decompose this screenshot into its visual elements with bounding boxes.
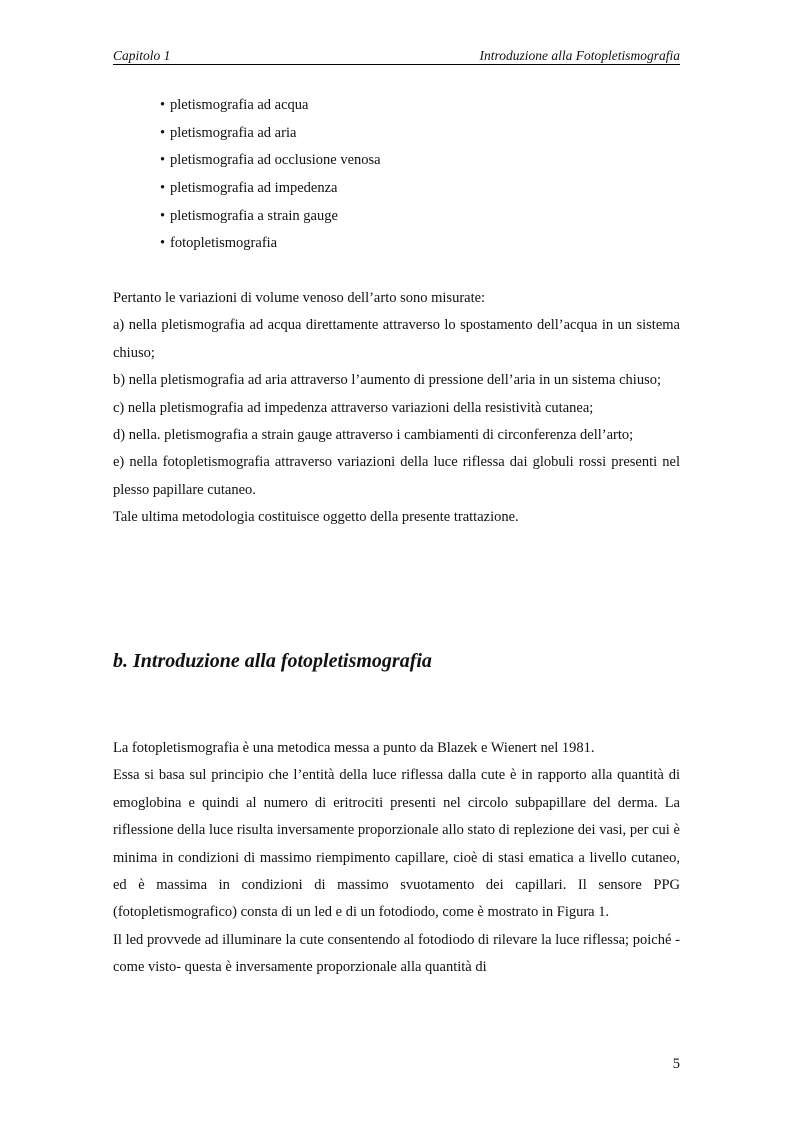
paragraph-item: d) nella. pletismografia a strain gauge attraverso i cambiamenti di circonferenza dell’arto; bbox=[113, 427, 634, 444]
header-chapter: Capitolo 1 bbox=[113, 48, 171, 63]
list-item: • pletismografia ad occlusione venosa bbox=[160, 149, 381, 177]
body-paragraph: Essa si basa sul principio che l’entità della luce riflessa dalla cute è in rapporto alla quantità di emoglobina e quindi al numero di eritrociti presenti nel circolo subpapillare del derma. La riflessione della luce risulta inversamente proporzionale allo stato di replezione dei vasi, per cui è minima in condizioni di massimo riempimento capillare, cioè di stasi ematica a livello cutaneo, ed è massima in condizioni di massimo svuotamento dei capillari. Il sensore PPG (fotopletismografico) consta di un led e di un fotodiodo, come è mostrato in Figura 1. bbox=[113, 767, 680, 921]
body-text bbox=[113, 735, 680, 982]
measurement-paragraph bbox=[113, 285, 680, 532]
page-number: 5 bbox=[672, 1056, 680, 1072]
running-header bbox=[113, 48, 680, 65]
bullet-icon: • bbox=[160, 124, 166, 141]
body-paragraph: La fotopletismografia è una metodica messa a punto da Blazek e Wienert nel 1981. bbox=[113, 740, 595, 756]
bullet-icon: • bbox=[160, 235, 166, 252]
list-item: • fotopletismografia bbox=[160, 232, 381, 260]
paragraph-item: e) nella fotopletismografia attraverso variazioni della luce riflessa dai globuli rossi presenti nel plesso papillare cutaneo. bbox=[113, 454, 680, 498]
list-item: • pletismografia a strain gauge bbox=[160, 205, 381, 233]
bullet-icon: • bbox=[160, 152, 166, 169]
paragraph-lead: Pertanto le variazioni di volume venoso dell’arto sono misurate: bbox=[113, 290, 486, 306]
bullet-icon: • bbox=[160, 207, 166, 224]
paragraph-item: a) nella pletismografia ad acqua direttamente attraverso lo spostamento dell’acqua in un sistema chiuso; bbox=[113, 317, 680, 361]
list-item: • pletismografia ad acqua bbox=[160, 94, 381, 122]
list-item: • pletismografia ad impedenza bbox=[160, 177, 381, 205]
paragraph-closing: Tale ultima metodologia costituisce oggetto della presente trattazione. bbox=[113, 509, 519, 526]
method-list bbox=[160, 94, 381, 260]
paragraph-item: b) nella pletismografia ad aria attraverso l’aumento di pressione dell’aria in un sistema chiuso; bbox=[113, 372, 661, 389]
body-paragraph: Il led provvede ad illuminare la cute consentendo al fotodiodo di rilevare la luce riflessa; poiché -come visto- questa è inversamente proporzionale alla quantità di bbox=[113, 931, 680, 976]
section-title: b. Introduzione alla fotopletismografia bbox=[113, 650, 432, 672]
bullet-icon: • bbox=[160, 97, 166, 113]
bullet-icon: • bbox=[160, 180, 166, 197]
header-title: Introduzione alla Fotopletismografia bbox=[479, 48, 680, 63]
paragraph-item: c) nella pletismografia ad impedenza attraverso variazioni della resistività cutanea; bbox=[113, 399, 594, 416]
list-item: • pletismografia ad aria bbox=[160, 122, 381, 150]
